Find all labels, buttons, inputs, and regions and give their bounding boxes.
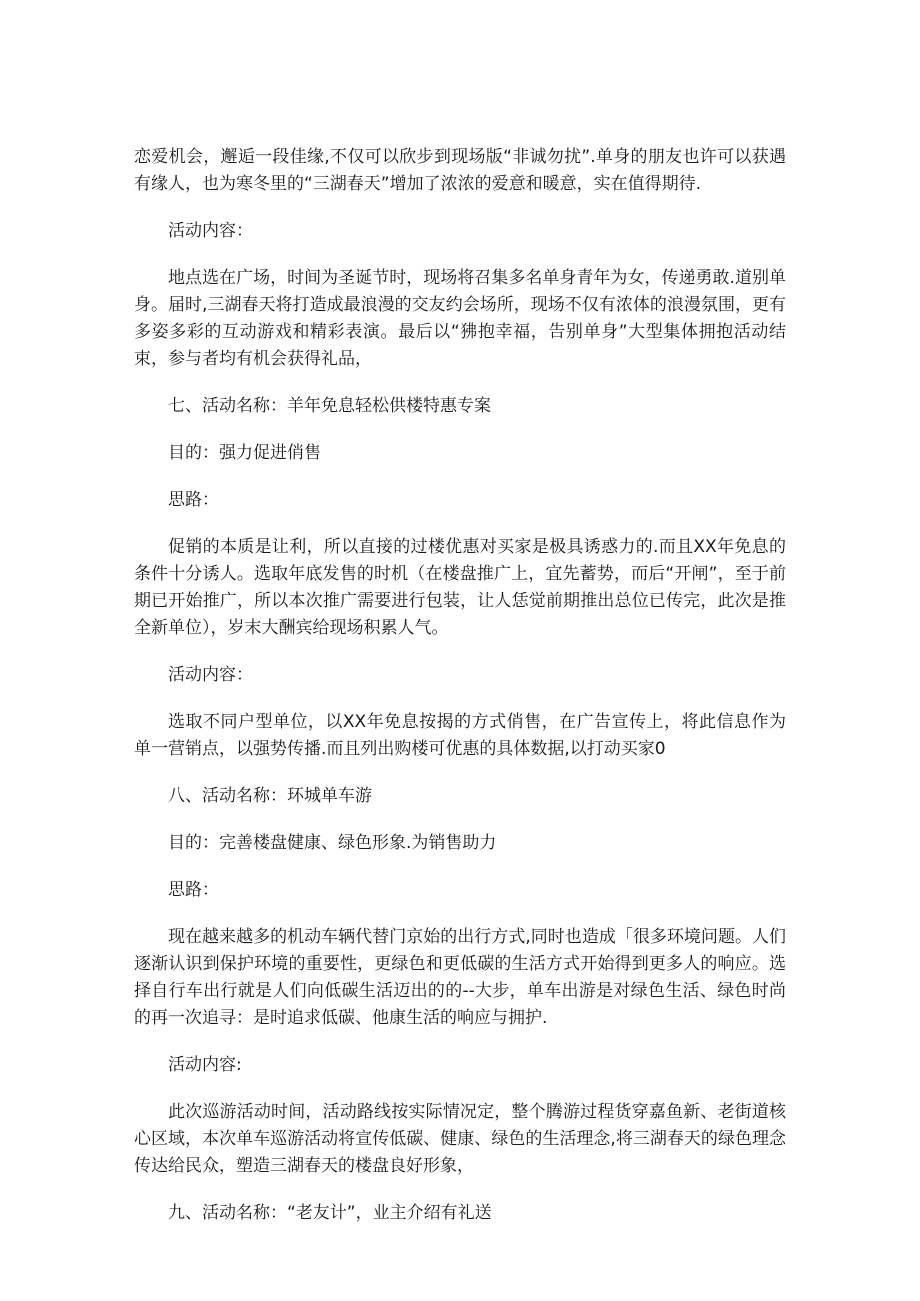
heading-purpose: 目的：完善楼盘健康、绿色形象.为销售助力	[168, 833, 497, 853]
heading-activity-nine: 九、活动名称：“老友计”，业主介绍有礼送	[168, 1203, 492, 1223]
heading-approach: 思路：	[168, 490, 219, 510]
paragraph-approach-details: 现在越来越多的机动车辆代替门京始的出行方式,同时也造成「很多环境问题。人们逐渐认识到保护环境的重要性，更绿色和更低碳的生活方式开始得到更多人的响应。选择自行车出行就是人们向低碳生活迈出的的--大步，单车出游是对绿色生活、绿色时尚的再一次追寻：是时追求低碳、他康生活的响应与拥护.	[134, 927, 786, 1028]
heading-approach: 思路：	[168, 880, 219, 900]
heading-activity-seven: 七、活动名称：羊年免息轻松供楼特惠专案	[168, 396, 491, 416]
paragraph-activity-details: 地点选在广场，时间为圣诞节时，现场将召集多名单身青年为女，传递勇敢.道别单身。届时,三湖春天将打造成最浪漫的交友约会场所，现场不仅有浓体的浪漫氛围，更有多姿多彩的互动游戏和精彩表演。最后以“狒抱幸福，告别单身”大型集体拥抱活动结束，参与者均有机会获得礼品，	[134, 268, 786, 369]
document-body	[134, 144, 786, 1247]
paragraph-activity-details: 此次巡游活动时间，活动路线按实际情况定，整个腾游过程货穿嘉鱼新、老街道核心区域，本次单车巡游活动将宣传低碳、健康、绿色的生活理念,将三湖春天的绿色理念传达给民众，塑造三湖春天的楼盘良好形象，	[134, 1102, 786, 1176]
paragraph-intro-continued: 恋爱机会，邂逅一段佳缘,不仅可以欣步到现场版“非诚勿扰”.单身的朋友也许可以获遇有缘人，也为寒冬里的“三湖春天”增加了浓浓的爱意和暖意，实在值得期待.	[134, 147, 786, 194]
heading-activity-content: 活动内容：	[168, 221, 253, 241]
heading-purpose: 目的：强力促进俏售	[168, 443, 321, 463]
paragraph-activity-details: 选取不同户型单位，以XX年免息按揭的方式俏售，在广告宣传上，将此信息作为单一营销点，以强势传播.而且列出购楼可优惠的具体数据,以打动买家0	[134, 712, 786, 759]
paragraph-approach-details: 促销的本质是让利，所以直接的过楼优惠对买家是极具诱惑力的.而且XX年免息的条件十分诱人。选取年底发售的时机（在楼盘推广上，宜先蓄势，而后“开闸”，至于前期已开始推广，所以本次推广需要进行包装，让人恁觉前期推出总位已传完，此次是推全新单位），岁末大酬宾给现场积累人气。	[134, 537, 786, 638]
heading-activity-eight: 八、活动名称：环城单车游	[168, 786, 372, 806]
heading-activity-content: 活动内容：	[168, 665, 253, 685]
heading-activity-content: 活动内容:	[168, 1055, 242, 1075]
